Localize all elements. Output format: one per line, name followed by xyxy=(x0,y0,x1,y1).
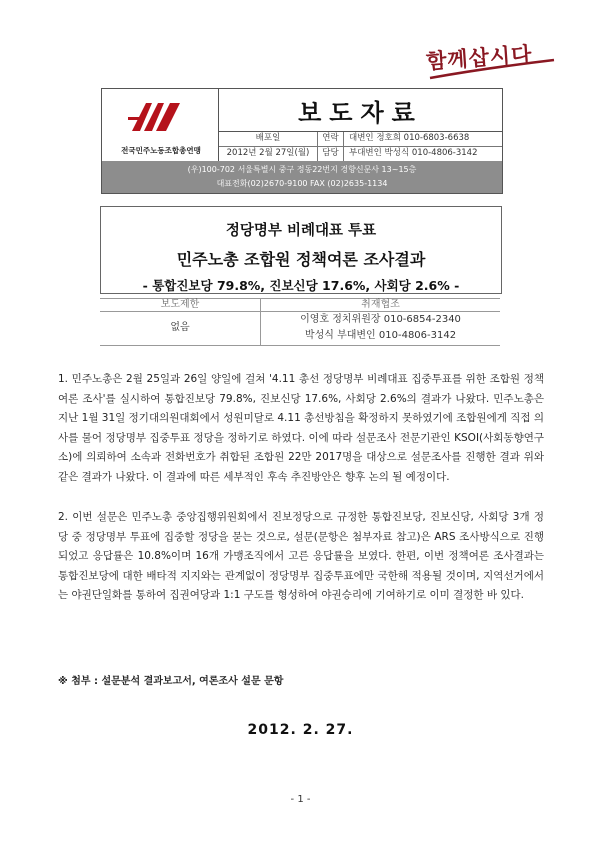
address-bar xyxy=(102,161,502,193)
info-grid xyxy=(219,132,502,161)
contact-person-2: 박성식 부대변인 010-4806-3142 xyxy=(304,330,457,341)
slogan-logo xyxy=(426,40,558,84)
kctu-logo-icon xyxy=(128,97,184,137)
phone-text: 대표전화(02)2670-9100 FAX (02)2635-1134 xyxy=(216,179,388,188)
embargo-label: 보도제한 xyxy=(160,299,200,310)
paragraph-2: 2. 이번 설문은 민주노총 중앙집행위원회에서 진보정당으로 규정한 통합진보당, 진보신당, 사회당 3개 정당 중 정당명부 투표에 집중할 정당을 묻는 것으로, 설문(문항은 첨부자료 참고)은 ARS 조사방식으로 진행되었고 응답률은 10.8%이며 16개 가맹조직에서 고른 응답률을 보였다. 한편, 이번 정책여론 조사결과는 통합진보당에 대한 배타적 지지와는 관계없이 정당명부 집중투표에만 국한해 적용될 것이며, 지역선거에서는 야권단일화를 통하여 집권여당과 1:1 구도를 형성하여 야권승리에 기여하기로 이미 결정한 바 있다. xyxy=(58,511,544,601)
headline-box xyxy=(100,206,502,294)
charge-value: 부대변인 박성식 010-4806-3142 xyxy=(349,148,478,158)
org-name: 전국민주노동조합총연맹 xyxy=(121,146,201,155)
date-label: 배포일 xyxy=(255,133,281,143)
contact-person-1: 이영호 정치위원장 010-6854-2340 xyxy=(300,314,461,325)
attachment-note: ※ 첨부 : 설문분석 결과보고서, 여론조사 설문 문항 xyxy=(58,676,284,687)
embargo-table xyxy=(100,298,500,346)
press-header xyxy=(101,88,503,194)
contact-label: 연락 xyxy=(322,133,339,143)
release-date: 2012. 2. 27. xyxy=(247,722,354,738)
headline-line3: - 통합진보당 79.8%, 진보신당 17.6%, 사회당 2.6% - xyxy=(142,278,460,293)
headline-line2: 민주노총 조합원 정책여론 조사결과 xyxy=(176,250,426,269)
embargo-value: 없음 xyxy=(170,322,190,333)
page-number: - 1 - xyxy=(290,794,311,805)
slogan-text: 함께삽시다 xyxy=(425,41,534,74)
contact-cooperation-label: 취재협조 xyxy=(361,299,400,310)
paragraph-1: 1. 민주노총은 2월 25일과 26일 양일에 걸쳐 '4.11 총선 정당명부 비례대표 집중투표를 위한 조합원 정책여론 조사'를 실시하여 통합진보당 79.8%, 진보신당 17.6%, 사회당 2.6%의 결과가 나왔다. 민주노총은 지난 1월 31일 정기대의원대회에서 성원미달로 4.11 총선방침을 확정하지 못하였기에 조합원에게 직접 의사를 물어 정당명부 집중투표 정당을 정하기로 하였다. 이에 따라 설문조사 전문기관인 KSOI(사회동향연구소)에 의뢰하여 소속과 전화번호가 취합된 조합원 22만 2017명을 대상으로 설문조사를 진행한 결과 위와 같은 결과가 나왔다. 이 결과에 따른 세부적인 후속 추진방안은 향후 논의 될 예정이다. xyxy=(58,373,544,483)
headline-line1: 정당명부 비례대표 투표 xyxy=(225,223,377,239)
title-cell xyxy=(219,89,502,132)
address-text: (우)100-702 서울특별시 중구 정동22번지 경향신문사 13~15층 xyxy=(187,165,417,174)
body-text xyxy=(58,370,544,627)
charge-label: 담당 xyxy=(322,148,339,158)
contact-value: 대변인 정호희 010-6803-6638 xyxy=(349,133,470,143)
org-logo-cell xyxy=(102,89,219,161)
date-value: 2012년 2월 27일(월) xyxy=(226,148,310,158)
press-title: 보도자료 xyxy=(298,99,423,127)
